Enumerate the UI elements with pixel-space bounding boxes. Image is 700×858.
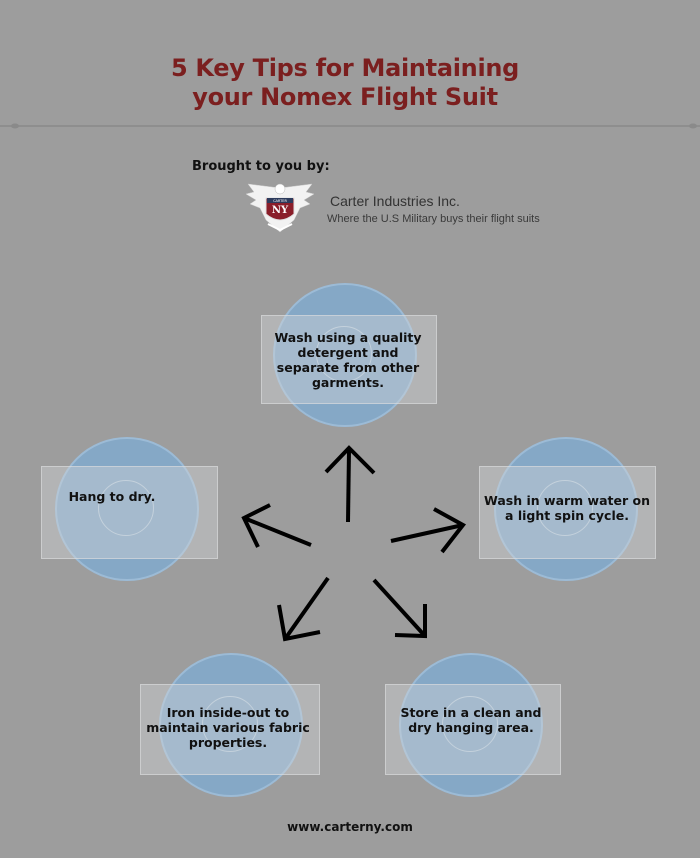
divider	[0, 120, 700, 132]
title-line-1: 5 Key Tips for Maintaining	[170, 54, 520, 82]
tip-text: Store in a clean and dry hanging area.	[400, 705, 542, 735]
company-name: Carter Industries Inc.	[330, 193, 460, 209]
arrow-down-right-icon	[374, 580, 425, 636]
tip-card	[41, 466, 218, 559]
page-title	[0, 54, 690, 112]
arrow-down-left-icon	[279, 578, 328, 639]
tip-text: Wash using a quality detergent and separate from other garments.	[274, 330, 422, 390]
tip-text: Iron inside-out to maintain various fabric properties.	[146, 705, 310, 750]
footer-url[interactable]: www.carterny.com	[287, 820, 413, 834]
title-line-2: your Nomex Flight Suit	[192, 83, 498, 111]
arrow-left-icon	[244, 505, 311, 547]
tip-text: Wash in warm water on a light spin cycle.	[484, 493, 650, 523]
logo-ny-text: NY	[271, 205, 289, 216]
eagle-logo-icon	[244, 180, 316, 238]
brought-to-you-label: Brought to you by:	[192, 159, 330, 174]
arrow-right-icon	[391, 509, 463, 552]
logo-small-text: CARTER	[273, 199, 287, 203]
tip-text: Hang to dry.	[68, 489, 156, 504]
company-tagline: Where the U.S Military buys their flight suits	[327, 213, 540, 225]
arrow-up-icon	[326, 448, 374, 522]
